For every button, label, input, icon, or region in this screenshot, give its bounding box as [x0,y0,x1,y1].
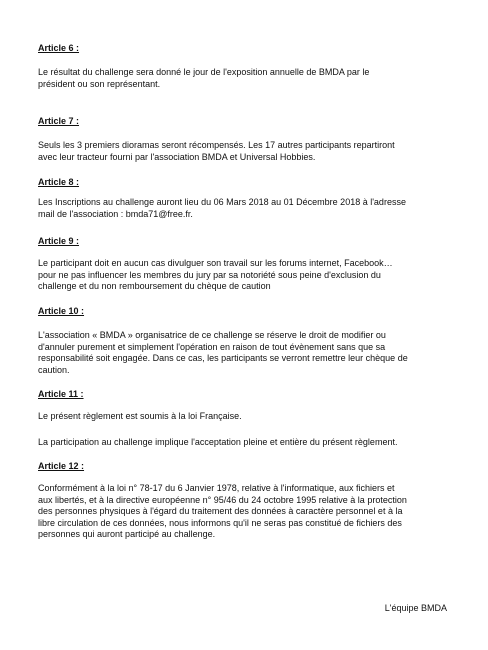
article-7-heading: Article 7 : [38,116,80,126]
article-6-heading: Article 6 : [38,43,80,53]
article-8-text [38,197,450,220]
text-line: caution. [38,364,70,375]
text-line: pour ne pas influencer les membres du jury par sa notoriété sous peine d'exclusion du [38,269,381,280]
text-line: Les Inscriptions au challenge auront lieu du 06 Mars 2018 au 01 Décembre 2018 à l'adresse [38,197,406,207]
text-line: Le résultat du challenge sera donné le jour de l'exposition annuelle de BMDA par le [38,67,370,77]
article-7-text [38,140,450,163]
article-11-text-2 [38,437,450,449]
article-12-heading: Article 12 : [38,461,85,471]
article-8-heading: Article 8 : [38,177,80,187]
text-line: challenge et du non remboursement du chèque de caution [38,281,271,291]
signature: L'équipe BMDA [384,603,447,613]
article-9-heading: Article 9 : [38,236,80,246]
text-line: Conformément à la loi n° 78-17 du 6 Janvier 1978, relative à l'informatique, aux fichiers et [38,483,395,493]
article-11-heading: Article 11 : [38,389,84,399]
article-6-text [38,67,450,90]
text-line: président ou son représentant. [38,78,161,89]
text-line: Le participant doit en aucun cas divulguer son travail sur les forums internet, Facebook… [38,258,393,268]
text-line: responsabilité soit engagée. Dans ce cas, les participants se verront remettre leur chèque de [38,353,408,363]
article-10-heading: Article 10 : [38,306,85,316]
text-line: des personnes physiques à l'égard du traitement des données à caractère personnel et à la [38,506,403,516]
text-line: La participation au challenge implique l'acceptation pleine et entière du présent règlement. [38,437,398,447]
text-line: avec leur tracteur fourni par l'association BMDA et Universal Hobbies. [38,151,316,162]
text-line: Le présent règlement est soumis à la loi Française. [38,411,242,421]
text-line: L'association « BMDA » organisatrice de ce challenge se réserve le droit de modifier ou [38,330,386,340]
text-line: Seuls les 3 premiers dioramas seront récompensés. Les 17 autres participants repartiront [38,140,395,150]
text-line: libre circulation de ces données, nous informons qu'il ne seras pas constitué de fichiers des [38,517,402,528]
article-12-text [38,483,450,541]
text-line: mail de l'association : bmda71@free.fr. [38,208,193,219]
text-line: d'annuler purement et simplement l'opération en raison de tout évènement sans que sa [38,341,386,352]
text-line: aux libertés, et à la directive européenne n° 95/46 du 24 octobre 1995 relative à la protection [38,494,407,505]
article-10-text [38,330,450,376]
text-line: personnes qui auront participé au challenge. [38,529,216,539]
article-11-text-1 [38,411,450,423]
article-9-text [38,258,450,293]
